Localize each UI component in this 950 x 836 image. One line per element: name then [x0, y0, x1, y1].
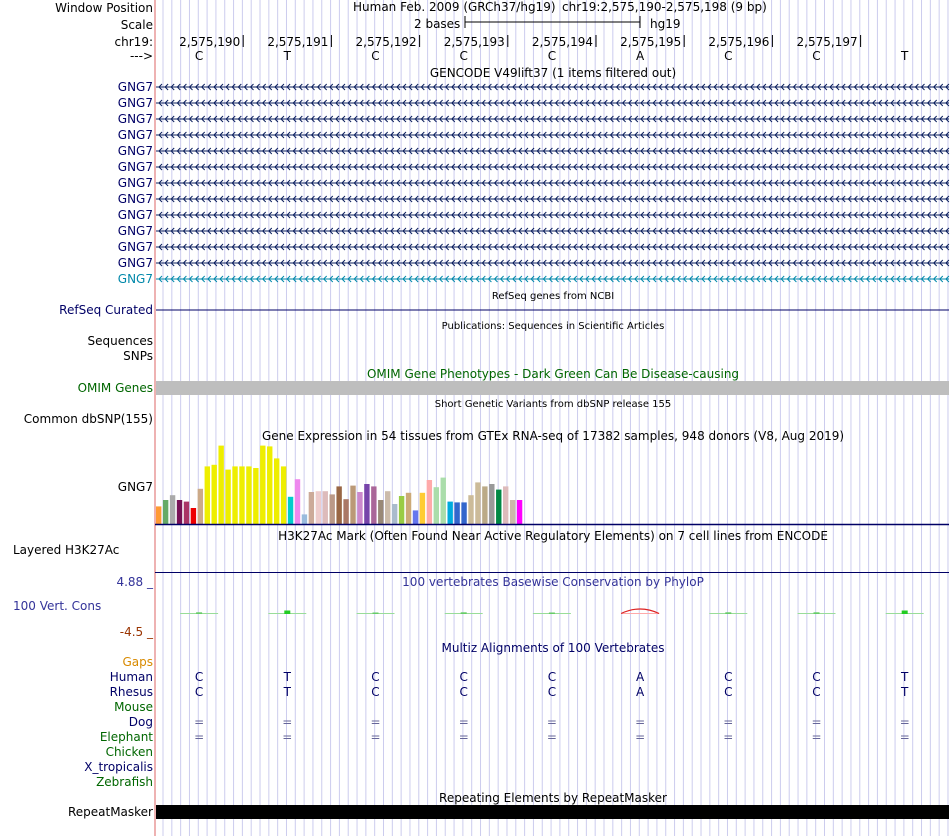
- gtex-expression-bar: [427, 480, 432, 524]
- gtex-expression-bar: [371, 486, 376, 524]
- alignment-match-mark: =: [546, 730, 557, 744]
- gencode-gene-label: GNG7: [117, 192, 153, 206]
- gencode-gene-label: GNG7: [117, 240, 153, 254]
- gencode-gene-label: GNG7: [117, 144, 153, 158]
- alignment-match-mark: =: [458, 730, 469, 744]
- gtex-expression-bar: [336, 486, 341, 524]
- cons-max-label: 4.88 _: [116, 575, 153, 589]
- species-label: X_tropicalis: [84, 760, 153, 774]
- multiz-track-title[interactable]: Multiz Alignments of 100 Vertebrates: [441, 641, 665, 655]
- gtex-expression-bar: [288, 497, 293, 524]
- gtex-expression-bar: [239, 466, 244, 524]
- alignment-base: C: [194, 670, 204, 684]
- alignment-match-mark: =: [635, 715, 646, 729]
- phylop-score-bar: [549, 613, 555, 615]
- gtex-expression-bar: [323, 491, 328, 524]
- gtex-expression-bar: [218, 446, 223, 524]
- gencode-gene-label: GNG7: [117, 112, 153, 126]
- base-letter: C: [812, 49, 821, 63]
- phylop-score-bar: [461, 612, 467, 614]
- alignment-base: T: [283, 685, 291, 699]
- ruler-position-label: 2,575,192: [355, 35, 417, 49]
- gtex-expression-bar: [267, 446, 272, 524]
- gtex-expression-bar: [378, 500, 383, 524]
- phylop-score-bar: [196, 612, 202, 614]
- repeatmasker-label[interactable]: RepeatMasker: [67, 805, 153, 819]
- gencode-gene-label: GNG7: [117, 208, 153, 222]
- gtex-expression-bar: [177, 500, 182, 524]
- gtex-expression-bar: [309, 492, 314, 524]
- base-letter: T: [283, 49, 291, 63]
- alignment-match-mark: =: [899, 730, 910, 744]
- gencode-gene-label: GNG7: [117, 80, 153, 94]
- omim-label[interactable]: OMIM Genes: [77, 381, 153, 395]
- alignment-base: C: [371, 670, 380, 684]
- alignment-match-mark: =: [723, 715, 734, 729]
- phylop-score-bar: [814, 612, 820, 614]
- scale-label: Scale: [120, 18, 153, 32]
- species-label: Mouse: [114, 700, 153, 714]
- gtex-expression-bar: [434, 487, 439, 524]
- ruler-position-label: 2,575,191: [267, 35, 329, 49]
- alignment-match-mark: =: [723, 730, 734, 744]
- phylop-negative-score: [621, 609, 659, 614]
- strand-label: --->: [129, 49, 153, 63]
- gencode-track-title[interactable]: GENCODE V49lift37 (1 items filtered out): [429, 66, 677, 80]
- gencode-gene-label: GNG7: [117, 128, 153, 142]
- ruler-position-label: 2,575,197: [796, 35, 858, 49]
- repeatmasker-bar: [156, 805, 949, 819]
- gtex-expression-bar: [517, 500, 522, 524]
- position-text: chr19:2,575,190-2,575,198 (9 bp): [562, 0, 767, 14]
- base-letter: T: [901, 49, 909, 63]
- gtex-expression-bar: [198, 489, 203, 524]
- gtex-expression-bar: [191, 508, 196, 524]
- gtex-expression-bar: [281, 466, 286, 524]
- alignment-base: C: [812, 670, 821, 684]
- gtex-expression-bar: [482, 486, 487, 524]
- scale-length-label: 2 bases: [414, 17, 461, 31]
- phylop-score-bar: [725, 612, 731, 614]
- base-letter: C: [724, 49, 733, 63]
- gtex-expression-bar: [316, 491, 321, 524]
- phylop-track-title[interactable]: 100 vertebrates Basewise Conservation by PhyloP: [402, 575, 704, 589]
- phylop-score-bar: [284, 611, 290, 615]
- gtex-expression-bar: [357, 492, 362, 524]
- gtex-gene-label[interactable]: GNG7: [117, 480, 153, 494]
- gtex-expression-bar: [184, 502, 189, 524]
- gtex-expression-bar: [454, 502, 459, 524]
- alignment-match-mark: =: [546, 715, 557, 729]
- gtex-expression-bar: [350, 486, 355, 524]
- base-letter: C: [371, 49, 380, 63]
- alignment-base: T: [901, 685, 909, 699]
- chrom-label: chr19:: [114, 35, 153, 49]
- alignment-match-mark: =: [899, 715, 910, 729]
- ruler-position-label: 2,575,190: [179, 35, 241, 49]
- alignment-match-mark: =: [282, 730, 293, 744]
- species-label: Gaps: [122, 655, 153, 669]
- gencode-gene-label: GNG7: [117, 224, 153, 238]
- scale-db-label: hg19: [650, 17, 681, 31]
- species-label: Dog: [128, 715, 153, 729]
- gtex-expression-bar: [163, 500, 168, 524]
- window-position-label: Window Position: [55, 1, 153, 15]
- h3k27ac-label[interactable]: Layered H3K27Ac: [13, 543, 120, 557]
- gtex-expression-bar: [343, 499, 348, 524]
- alignment-base: C: [812, 685, 821, 699]
- gtex-expression-bar: [406, 493, 411, 524]
- alignment-base: C: [459, 685, 468, 699]
- gtex-expression-bar: [274, 458, 279, 524]
- gencode-gene-label: GNG7: [117, 176, 153, 190]
- ruler-position-label: 2,575,194: [531, 35, 593, 49]
- gtex-expression-bar: [447, 502, 452, 524]
- gtex-expression-bar: [503, 486, 508, 524]
- alignment-match-mark: =: [370, 730, 381, 744]
- alignment-base: C: [547, 685, 557, 699]
- gtex-expression-bar: [253, 468, 258, 524]
- alignment-match-mark: =: [370, 715, 381, 729]
- gtex-expression-bar: [295, 479, 300, 524]
- gencode-gene-label: GNG7: [117, 256, 153, 270]
- species-label: Human: [109, 670, 153, 684]
- gtex-expression-bar: [489, 484, 494, 524]
- species-label: Chicken: [105, 745, 153, 759]
- ruler-position-label: 2,575,193: [443, 35, 505, 49]
- alignment-match-mark: =: [635, 730, 646, 744]
- h3k27ac-track-title[interactable]: H3K27Ac Mark (Often Found Near Active Regulatory Elements) on 7 cell lines from ENCODE: [278, 529, 828, 543]
- gtex-expression-bar: [441, 478, 446, 524]
- gtex-expression-bar: [392, 504, 397, 524]
- alignment-match-mark: =: [194, 715, 205, 729]
- refseq-label[interactable]: RefSeq Curated: [59, 303, 153, 317]
- gtex-expression-bar: [170, 495, 175, 524]
- alignment-base: C: [194, 685, 204, 699]
- dbsnp-label[interactable]: Common dbSNP(155): [23, 412, 153, 426]
- gtex-expression-bar: [364, 484, 369, 524]
- assembly-text: Human Feb. 2009 (GRCh37/hg19): [353, 0, 556, 14]
- gtex-expression-bar: [330, 494, 335, 524]
- ruler-position-label: 2,575,195: [620, 35, 682, 49]
- gtex-expression-bar: [232, 466, 237, 524]
- alignment-match-mark: =: [194, 730, 205, 744]
- gtex-expression-bar: [468, 495, 473, 524]
- sequences-label[interactable]: Sequences: [87, 334, 153, 348]
- alignment-base: C: [371, 685, 380, 699]
- gencode-gene-label: GNG7: [117, 160, 153, 174]
- alignment-match-mark: =: [811, 715, 822, 729]
- alignment-match-mark: =: [811, 730, 822, 744]
- alignment-match-mark: =: [282, 715, 293, 729]
- alignment-base: A: [635, 685, 645, 699]
- alignment-base: T: [901, 670, 909, 684]
- base-letter: C: [459, 49, 468, 63]
- gtex-expression-bar: [212, 465, 217, 524]
- gencode-gene-label: GNG7: [117, 272, 153, 286]
- gtex-expression-bar: [475, 482, 480, 524]
- publications-track-title[interactable]: Publications: Sequences in Scientific Articles: [441, 321, 665, 332]
- gtex-expression-bar: [399, 496, 404, 524]
- alignment-base: C: [724, 685, 733, 699]
- gtex-expression-bar: [496, 490, 501, 524]
- dbsnp-track-title[interactable]: Short Genetic Variants from dbSNP release 155: [434, 399, 672, 410]
- refseq-track-title[interactable]: RefSeq genes from NCBI: [491, 291, 615, 302]
- gtex-expression-bar: [510, 500, 515, 524]
- snps-label[interactable]: SNPs: [123, 349, 153, 363]
- species-label: Rhesus: [109, 685, 153, 699]
- gtex-expression-bar: [205, 466, 210, 524]
- gtex-expression-bar: [420, 493, 425, 524]
- gtex-expression-bar: [413, 510, 418, 524]
- cons-min-label: -4.5 _: [119, 625, 153, 639]
- alignment-base: T: [283, 670, 291, 684]
- omim-track-title[interactable]: OMIM Gene Phenotypes - Dark Green Can Be Disease-causing: [366, 367, 740, 381]
- ruler-position-label: 2,575,196: [708, 35, 770, 49]
- gtex-expression-bar: [260, 446, 265, 524]
- gtex-track-title[interactable]: Gene Expression in 54 tissues from GTEx RNA-seq of 17382 samples, 948 donors (V8, Aug 2019): [261, 429, 845, 443]
- repeatmasker-track-title[interactable]: Repeating Elements by RepeatMasker: [439, 791, 667, 805]
- cons-label[interactable]: 100 Vert. Cons: [13, 599, 102, 613]
- alignment-base: A: [635, 670, 645, 684]
- alignment-base: C: [547, 670, 557, 684]
- base-letter: C: [547, 49, 557, 63]
- alignment-base: C: [724, 670, 733, 684]
- omim-bar: [156, 381, 949, 395]
- gtex-expression-bar: [302, 514, 307, 524]
- species-label: Zebrafish: [96, 775, 153, 789]
- gtex-expression-bar: [246, 466, 251, 524]
- gencode-gene-label: GNG7: [117, 96, 153, 110]
- phylop-score-bar: [902, 611, 908, 615]
- alignment-base: C: [459, 670, 468, 684]
- base-letter: C: [194, 49, 204, 63]
- gtex-expression-bar: [156, 506, 161, 524]
- phylop-score-bar: [373, 613, 379, 615]
- species-label: Elephant: [99, 730, 153, 744]
- gtex-expression-bar: [461, 502, 466, 524]
- gtex-expression-bar: [385, 491, 390, 524]
- base-letter: A: [635, 49, 645, 63]
- alignment-match-mark: =: [458, 715, 469, 729]
- gtex-expression-bar: [225, 470, 230, 524]
